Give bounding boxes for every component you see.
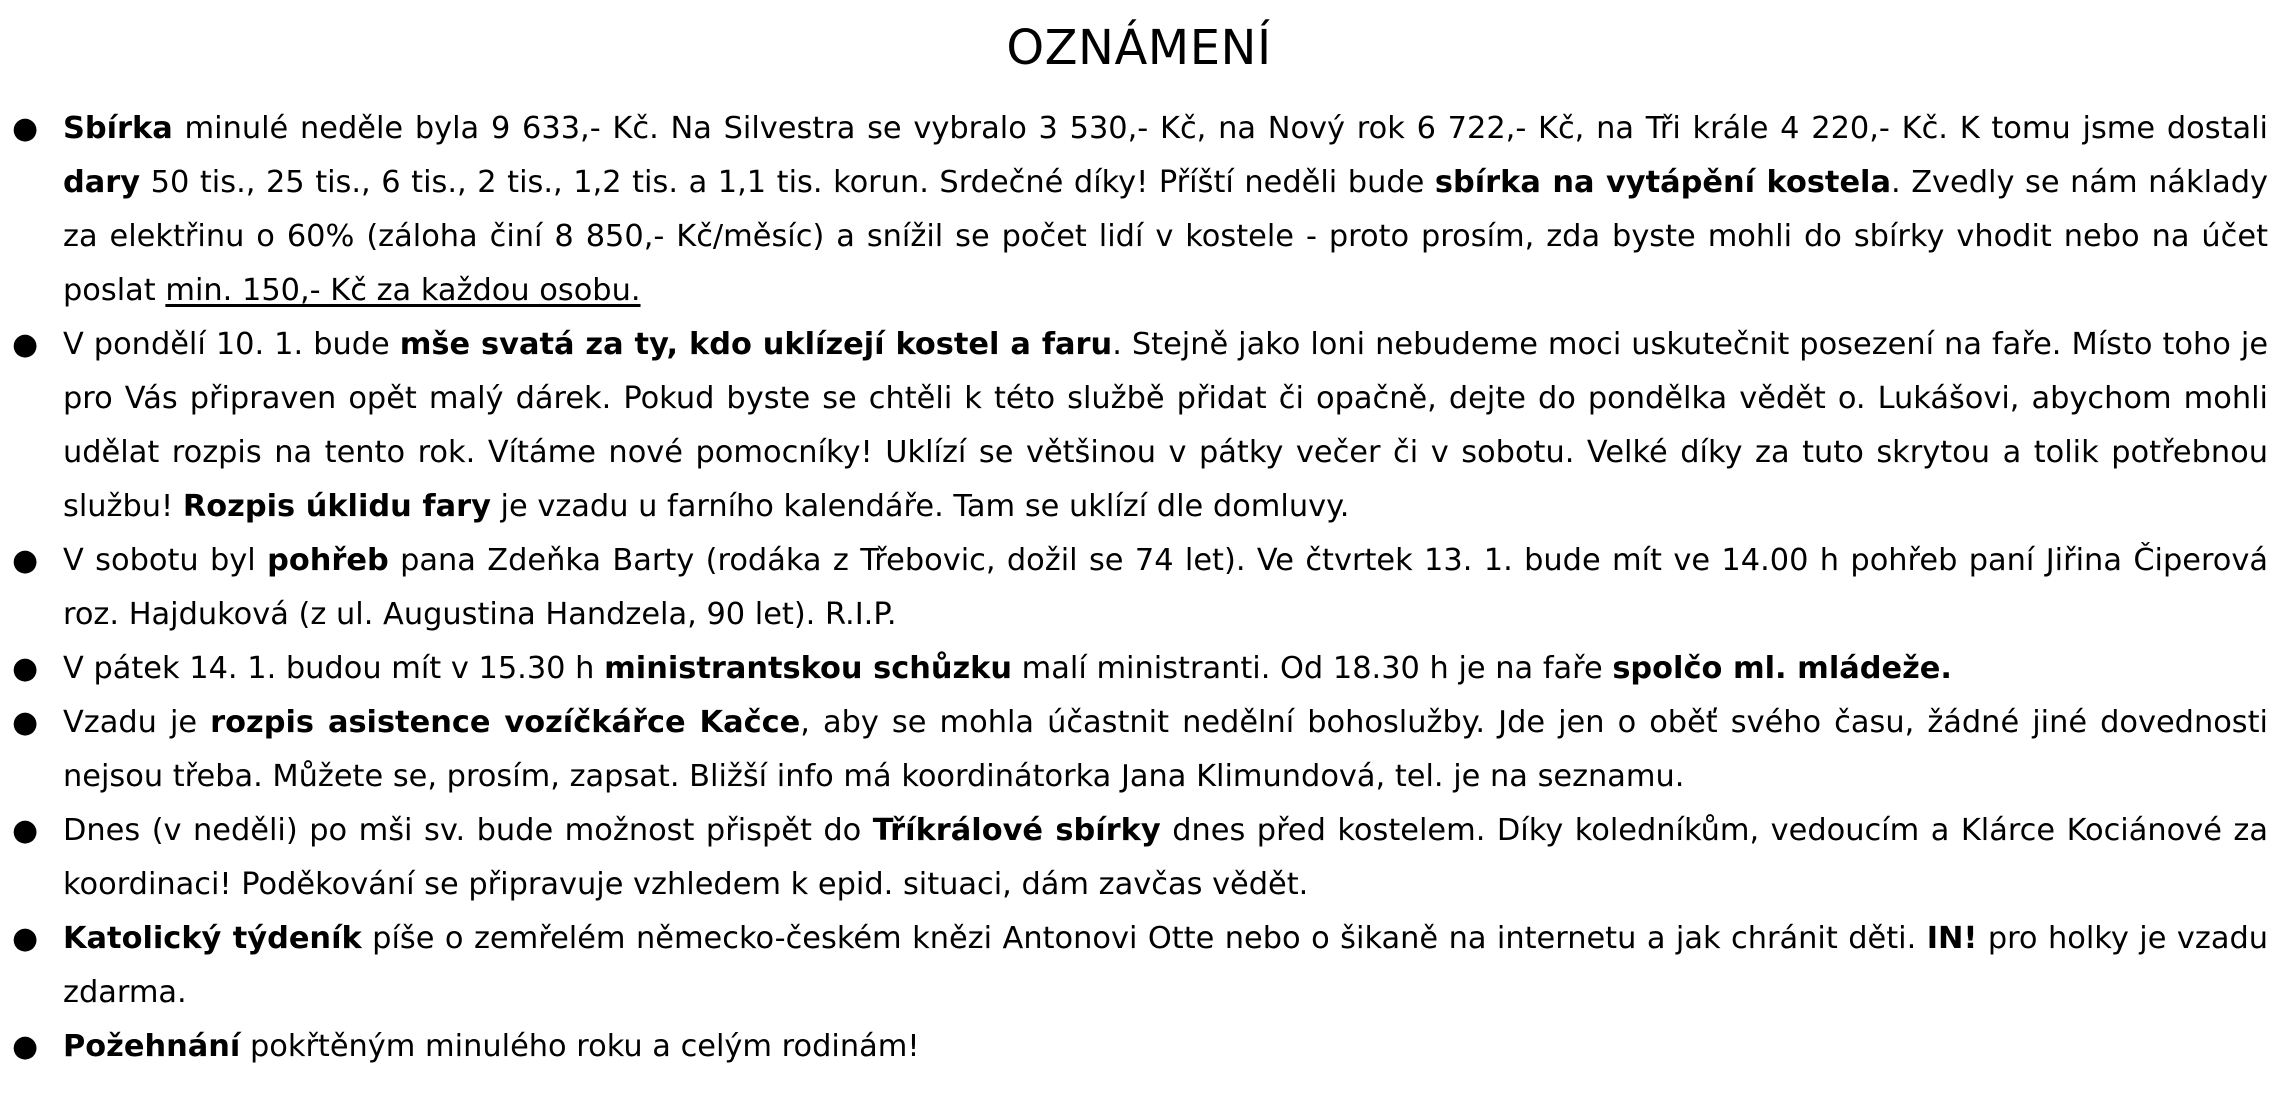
bold-text: dary <box>63 165 141 200</box>
text-segment: V pondělí 10. 1. bude <box>63 327 400 362</box>
bullet-icon: ● <box>12 813 39 848</box>
list-item <box>10 318 2268 534</box>
list-item <box>10 912 2268 1020</box>
text-segment: je vzadu u farního kalendáře. Tam se uklízí dle domluvy. <box>490 489 1350 524</box>
text-segment: 50 tis., 25 tis., 6 tis., 2 tis., 1,2 tis. a 1,1 tis. korun. Srdečné díky! Příští neděli bude <box>140 165 1435 200</box>
text-segment: Dnes (v neděli) po mši sv. bude možnost přispět do <box>63 813 873 848</box>
list-item <box>10 1020 2268 1074</box>
bullet-icon: ● <box>12 327 39 362</box>
text-segment: minulé neděle byla 9 633,- Kč. Na Silvestra se vybralo 3 530,- Kč, na Nový rok 6 722,- Kč, na Tři krále 4 220,- Kč. K tomu jsme dostali <box>172 111 2268 146</box>
bullet-icon: ● <box>12 651 39 686</box>
underlined-text: min. 150,- Kč za každou osobu. <box>165 273 641 308</box>
bold-text: mše svatá za ty, kdo uklízejí kostel a faru <box>399 327 1113 362</box>
bold-text: IN! <box>1926 921 1978 956</box>
list-item <box>10 804 2268 912</box>
page-title: OZNÁMENÍ <box>1006 20 1272 76</box>
text-segment: malí ministranti. Od 18.30 h je na faře <box>1012 651 1613 686</box>
bullet-icon: ● <box>12 1029 39 1064</box>
text-segment: píše o zemřelém německo-českém knězi Antonovi Otte nebo o šikaně na internetu a jak chránit děti. <box>361 921 1927 956</box>
list-item <box>10 534 2268 642</box>
text-segment: pro holky je vzadu zdarma. <box>63 921 2269 1010</box>
bold-text: Katolický týdeník <box>63 921 362 956</box>
bullet-icon: ● <box>12 111 39 146</box>
text-segment: . Zvedly se nám náklady za elektřinu o 60% (záloha činí 8 850,- Kč/měsíc) a snížil se počet lidí v kostele - proto prosím, zda byste mohli do sbírky vhodit nebo na účet poslat <box>63 165 2268 308</box>
text-segment: dnes před kostelem. Díky koledníkům, vedoucím a Klárce Kociánové za koordinaci! Poděkování se připravuje vzhledem k epid. situaci, dám zavčas vědět. <box>63 813 2268 902</box>
bullet-icon: ● <box>12 921 39 956</box>
text-segment: V pátek 14. 1. budou mít v 15.30 h <box>63 651 605 686</box>
list-item <box>10 696 2268 804</box>
bold-text: Požehnání <box>63 1029 241 1064</box>
bold-text: Tříkrálové sbírky <box>872 813 1161 848</box>
text-segment: pokřtěným minulého roku a celým rodinám! <box>240 1029 920 1064</box>
text-segment: pana Zdeňka Barty (rodáka z Třebovic, dožil se 74 let). Ve čtvrtek 13. 1. bude mít ve 14.00 h pohřeb paní Jiřina Čiperová roz. Hajduková (z ul. Augustina Handzela, 90 let). R.I.P. <box>63 543 2268 632</box>
announcement-list <box>10 102 2268 1074</box>
bullet-icon: ● <box>12 705 39 740</box>
bold-text: spolčo ml. mládeže. <box>1612 651 1952 686</box>
bold-text: Sbírka <box>63 111 173 146</box>
text-segment: Vzadu je <box>63 705 211 740</box>
bold-text: rozpis asistence vozíčkářce Kačce <box>210 705 801 740</box>
list-item <box>10 102 2268 318</box>
bold-text: Rozpis úklidu fary <box>182 489 491 524</box>
bold-text: ministrantskou schůzku <box>604 651 1013 686</box>
bullet-icon: ● <box>12 543 39 578</box>
bold-text: pohřeb <box>267 543 389 578</box>
text-segment: , aby se mohla účastnit nedělní bohoslužby. Jde jen o oběť svého času, žádné jiné dovednosti nejsou třeba. Můžete se, prosím, zapsat. Bližší info má koordinátorka Jana Klimundová, tel. je na seznamu. <box>63 705 2268 794</box>
bold-text: sbírka na vytápění kostela <box>1434 165 1891 200</box>
text-segment: . Stejně jako loni nebudeme moci uskutečnit posezení na faře. Místo toho je pro Vás připraven opět malý dárek. Pokud byste se chtěli k této službě přidat či opačně, dejte do pondělka vědět o. Lukášovi, abychom mohli udělat rozpis na tento rok. Vítáme nové pomocníky! Uklízí se většinou v pátky večer či v sobotu. Velké díky za tuto skrytou a tolik potřebnou službu! <box>63 327 2269 524</box>
text-segment: V sobotu byl <box>63 543 268 578</box>
list-item <box>10 642 2268 696</box>
